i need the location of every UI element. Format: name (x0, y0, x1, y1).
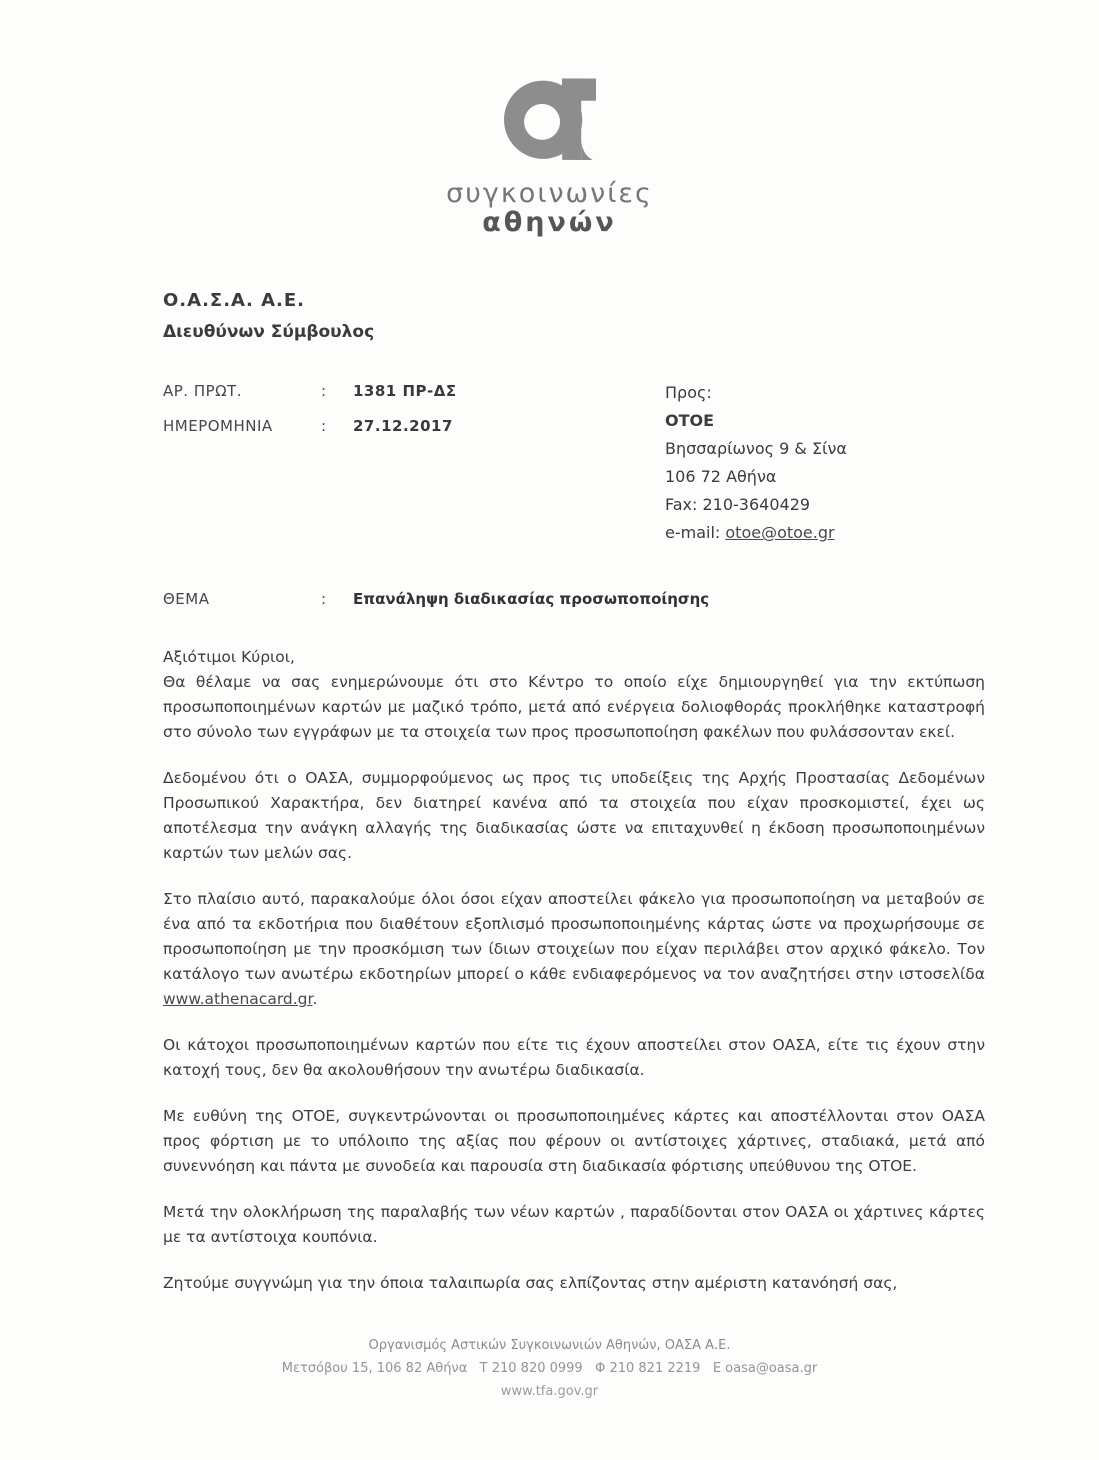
athens-transport-a-icon (504, 70, 596, 160)
paragraph-3 (163, 887, 985, 1012)
protocol-number-label: ΑΡ. ΠΡΩΤ. (163, 382, 243, 400)
recipient-name: ΟΤΟΕ (665, 411, 715, 430)
paragraph-4: Οι κάτοχοι προσωποποιημένων καρτών που είτε τις έχουν αποστείλει στον ΟΑΣΑ, είτε τις έχουν στην κατοχή τους, δεν θα ακολουθήσουν την ανωτέρω διαδικασία. (163, 1036, 985, 1079)
paragraph-6: Μετά την ολοκλήρωση της παραλαβής των νέων καρτών , παραδίδονται στον ΟΑΣΑ οι χάρτινες κάρτες με τα αντίστοιχα κουπόνια. (163, 1203, 985, 1246)
subject-row (163, 590, 709, 608)
sender-role: Διευθύνων Σύμβουλος (163, 322, 375, 342)
footer-address-line: Μετσόβου 15, 106 82 Αθήνα Τ 210 820 0999 Φ 210 821 2219 Ε oasa@oasa.gr (281, 1361, 818, 1376)
logo (0, 70, 1099, 238)
date-separator: : (321, 417, 327, 435)
protocol-number-separator: : (321, 382, 327, 400)
recipient-email-row (665, 519, 847, 547)
footer-organization-line: Οργανισμός Αστικών Συγκοινωνιών Αθηνών, ΟΑΣΑ Α.Ε. (368, 1338, 731, 1353)
meta-block (163, 382, 457, 452)
sender-block (163, 290, 374, 342)
sender-organization: Ο.Α.Σ.Α. Α.Ε. (163, 290, 305, 311)
athenacard-link[interactable]: www.athenacard.gr (163, 990, 313, 1008)
footer (0, 1334, 1099, 1380)
subject-separator: : (321, 590, 327, 608)
salutation: Αξιότιμοι Κύριοι, (163, 648, 295, 666)
paragraph-3-text: Στο πλαίσιο αυτό, παρακαλούμε όλοι όσοι είχαν αποστείλει φάκελο για προσωποποίηση να μεταβούν σε ένα από τα εκδοτήρια που διαθέτουν εξοπλισμό προσωποποιημένης κάρτας ώστε να προχωρήσουμε σε προσωποποίηση με την προσκόμιση των ίδιων στοιχείων που είχαν περιλάβει στον αρχικό φάκελο. Τον κατάλογο των ανωτέρω εκδοτηρίων μπορεί ο κάθε ενδιαφερόμενος να τον αναζητήσει στην ιστοσελίδα (163, 890, 985, 983)
protocol-number-value: 1381 ΠΡ-ΔΣ (353, 382, 457, 400)
recipient-email-link[interactable]: otoe@otoe.gr (725, 523, 835, 542)
logo-text-line1: συγκοινωνίες (446, 178, 653, 209)
paragraph-1: Θα θέλαμε να σας ενημερώνουμε ότι στο Κέντρο το οποίο είχε δημιουργηθεί για την εκτύπωση προσωποποιημένων καρτών με μαζικό τρόπο, μετά από ενέργεια δολιοφθοράς προκλήθηκε καταστροφή στο σύνολο των εγγράφων με τα στοιχεία των προς προσωποποίηση φακέλων που φυλάσσονταν εκεί. (163, 673, 985, 741)
subject-value: Επανάληψη διαδικασίας προσωποποίησης (353, 590, 710, 608)
paragraph-2: Δεδομένου ότι ο ΟΑΣΑ, συμμορφούμενος ως προς τις υποδείξεις της Αρχής Προστασίας Δεδομένων Προσωπικού Χαρακτήρα, δεν διατηρεί κανένα από τα στοιχεία που είχαν προσκομιστεί, έχει ως αποτέλεσμα την ανάγκη αλλαγής της διαδικασίας ώστε να επιταχυνθεί η έκδοση προσωποποιημένων καρτών των μελών σας. (163, 769, 985, 862)
paragraph-3-period: . (312, 990, 318, 1008)
protocol-number-row (163, 382, 457, 417)
recipient-block (665, 379, 847, 547)
paragraph-7: Ζητούμε συγγνώμη για την όποια ταλαιπωρία σας ελπίζοντας στην αμέριστη κατανόησή σας, (163, 1274, 898, 1292)
recipient-street: Βησσαρίωνος 9 & Σίνα (665, 439, 847, 458)
date-row (163, 417, 457, 452)
letter-body (163, 645, 985, 1317)
paragraph-5: Με ευθύνη της ΟΤΟΕ, συγκεντρώνονται οι προσωποποιημένες κάρτες και αποστέλλονται στον ΟΑΣΑ προς φόρτιση με το υπόλοιπο της αξίας που φέρουν οι αντίστοιχες χάρτινες, σταδιακά, μετά από συνεννόηση και πάντα με συνοδεία και παρουσία στη διαδικασία φόρτισης υπεύθυνου της ΟΤΟΕ. (163, 1107, 985, 1175)
logo-text-line2: αθηνών (482, 207, 617, 238)
footer-website: www.tfa.gov.gr (500, 1384, 599, 1399)
date-value: 27.12.2017 (353, 417, 453, 435)
subject-label: ΘΕΜΑ (163, 590, 210, 608)
recipient-city: 106 72 Αθήνα (665, 467, 777, 486)
date-label: ΗΜΕΡΟΜΗΝΙΑ (163, 417, 273, 435)
recipient-email-label: e-mail: (665, 523, 726, 542)
recipient-label: Προς: (665, 383, 712, 402)
recipient-fax: Fax: 210-3640429 (665, 495, 811, 514)
